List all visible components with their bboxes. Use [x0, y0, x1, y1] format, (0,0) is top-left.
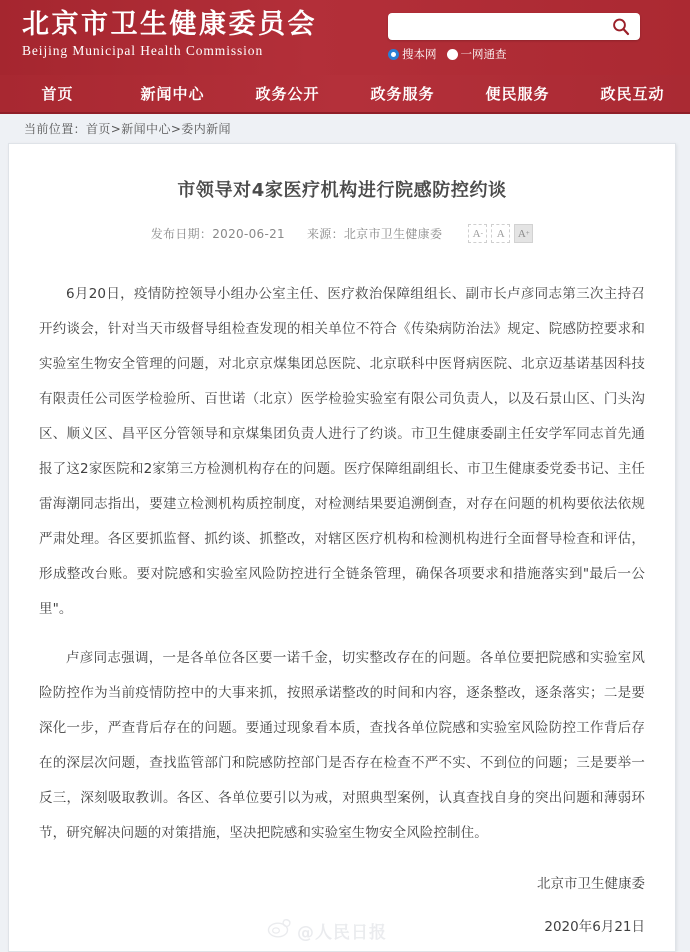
main-navigation [0, 75, 690, 114]
publish-date: 发布日期：2020-06-21 [150, 227, 285, 241]
search-input[interactable] [388, 13, 600, 40]
font-decrease-button[interactable] [468, 224, 487, 243]
font-size-controls [468, 224, 533, 243]
font-normal-button[interactable] [491, 224, 510, 243]
search-button[interactable] [604, 13, 638, 40]
search-scope-label-network: 一网通查 [460, 47, 507, 61]
article-paragraph-2: 卢彦同志强调，一是各单位各区要一诺千金，切实整改存在的问题。各单位要把院感和实验室风险防控作为当前疫情防控中的大事来抓，按照承诺整改的时间和内容，逐条整改，逐条落实；二是要深化一步，严查背后存在的问题。要通过现象看本质，查找各单位院感和实验室风险防控工作背后存在的深层次问题，查找监管部门和院感防控部门是否存在检查不严不实、不到位的问题；三是要举一反三，深刻吸取教训。各区、各单位要引以为戒，对照典型案例，认真查找自身的突出问题和薄弱环节，研究解决问题的对策措施，坚决把院感和实验室生物安全风险控制住。 [39, 650, 645, 841]
search-scope-label-site: 搜本网 [402, 47, 437, 61]
breadcrumb[interactable]: 当前位置：首页>新闻中心>委内新闻 [24, 122, 231, 136]
nav-item-home[interactable]: 首页 [41, 85, 74, 103]
font-decrease-label: A [472, 227, 481, 240]
site-logo[interactable] [22, 8, 317, 60]
logo-title-en: Beijing Municipal Health Commission [22, 43, 264, 58]
search-icon [604, 17, 638, 37]
article-signature: 北京市卫生健康委 [537, 876, 645, 892]
search-scope-option-network[interactable] [447, 46, 507, 62]
font-increase-sup: + [525, 229, 530, 237]
search-scope-option-site[interactable] [388, 46, 437, 62]
watermark-text: @人民日报 [297, 923, 387, 943]
page-title: 市领导对4家医疗机构进行院感防控约谈 [177, 180, 507, 201]
search-scope-options [388, 46, 640, 62]
logo-title-cn: 北京市卫生健康委员会 [22, 9, 317, 40]
breadcrumb-bar [0, 114, 690, 143]
font-normal-label: A [496, 227, 505, 240]
font-increase-label: A [517, 227, 526, 240]
article-signature-date: 2020年6月21日 [544, 919, 645, 935]
nav-item-government-services[interactable]: 政务服务 [370, 85, 435, 103]
font-increase-button[interactable] [514, 224, 533, 243]
site-header [0, 0, 690, 75]
content-wrapper [0, 143, 690, 952]
radio-unselected-icon [447, 49, 458, 60]
article-meta [39, 224, 645, 243]
search-box [388, 13, 640, 40]
article-card [8, 143, 676, 952]
nav-item-news-center[interactable]: 新闻中心 [140, 85, 205, 103]
article-body [39, 277, 645, 851]
nav-item-government-disclosure[interactable]: 政务公开 [255, 85, 320, 103]
nav-item-public-services[interactable]: 便民服务 [485, 85, 550, 103]
radio-selected-icon [388, 49, 399, 60]
article-paragraph-1: 6月20日，疫情防控领导小组办公室主任、医疗救治保障组组长、副市长卢彦同志第三次主持召开约谈会，针对当天市级督导组检查发现的相关单位不符合《传染病防治法》规定、院感防控要求和实验室生物安全管理的问题，对北京京煤集团总医院、北京联科中医肾病医院、北京迈基诺基因科技有限责任公司医学检验所、百世诺（北京）医学检验实验室有限公司负责人，以及石景山区、门头沟区、顺义区、昌平区分管领导和京煤集团负责人进行了约谈。市卫生健康委副主任安学军同志首先通报了这2家医院和2家第三方检测机构存在的问题。医疗保障组副组长、市卫生健康委党委书记、主任雷海潮同志指出，要建立检测机构质控制度，对检测结果要追溯倒查，对存在问题的机构要依法依规严肃处理。各区要抓监督、抓约谈、抓整改，对辖区医疗机构和检测机构进行全面督导检查和评估，形成整改台账。要对院感和实验室风险防控进行全链条管理，确保各项要求和措施落实到"最后一公里"。 [39, 286, 645, 617]
search-block [388, 13, 640, 62]
article-source: 来源：北京市卫生健康委 [306, 227, 443, 241]
font-decrease-sup: - [480, 229, 483, 237]
nav-item-public-interaction[interactable]: 政民互动 [600, 85, 665, 103]
